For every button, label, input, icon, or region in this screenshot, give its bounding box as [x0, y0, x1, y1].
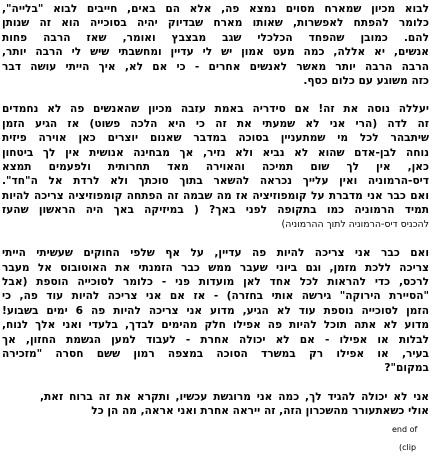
text-line: במקום"? — [384, 362, 429, 375]
text-line: מדוע לא אתה תוכל להיות פה אפילו חלק מהימים לבדך, בלעדי ואני אלך לנוח, — [2, 319, 429, 332]
paragraph-2 — [2, 102, 429, 232]
text-line: בעיר, או אפילו רק במשרד הסוכה במצפה רמון ששם חסרה "מזכירה — [2, 347, 429, 360]
text-line: כזה משוגע עם כלום כסף. — [303, 75, 429, 88]
text-line: צריכה ללכת מזמן, וגם ביוני שעבר ממש כבר הזמנתי את האוטובוס אל מעבר — [2, 261, 429, 274]
text-line: ואם כבר אני צריכה להיות פה עדיין, על אף שלפי החוקים שעשיתי הייתי — [2, 247, 429, 260]
text-line: הזמן לסוכייה נוספת עוד לא הגיע, מדוע אני צריכה להיות פה 6 ימים בשבוע! — [2, 304, 429, 317]
text-line: אולי כשאתעורר מהשכרון הזה, זה ייראה אחרת ואני אראה, מה הן כל — [91, 405, 429, 418]
text-line: כאן, אין לך שום תמיכה והאוירה מאד תחרותית ולפעמים תמצא — [2, 161, 429, 174]
text-line: נוחה לבן-אדם שהוא לא נביא ולא נזיר, אך מבחינה אנושית אין לך ביטחון — [2, 146, 429, 159]
text-line: לרכס, כדי להראות לכל אחד לאן מועדות פני - כלומר לסוכייה הוספת (אבל — [2, 275, 429, 288]
text-line: שיתבהר לכל מי שמתעניין בסוכה במדבר שאנום יוצרים כאן אוירה פיזית — [2, 132, 429, 145]
text-line: להם. כמובן שהפחד הכלכלי שגב מבצבץ ואומר, שאז הרבה פחות — [2, 31, 429, 44]
text-line-parenthetical: להכניס דיס-הרמוניה לתוך ההרמוניה) — [281, 218, 429, 230]
text-line: אנשים, יא אללה, כמה מעט אמון יש לי עדיין ומחשבתי שיש לי הרבה יותר, — [2, 46, 429, 59]
clip-marker: (clip — [399, 443, 417, 452]
end-of-marker: end of — [392, 425, 418, 434]
text-line: זה לדה (הרי אני לא שמעתי את זה כי היא הלכה פשוט) אז הגיע הזמן — [2, 117, 429, 130]
text-line: אני לא יכולה להגיד לך, כמה אני מרוגשת עכשיו, ותקרא את זה ברוח זאת, — [40, 390, 429, 403]
text-line: יעללה נוסה את זה! אם סידריה באמת עזבה מכיון שהאנשים פה לא נחמדים — [2, 103, 429, 116]
text-line: לבלות או אפילו - אם לא יכולה אחרת - לעבוד למען הגשמת החזון, אך — [2, 333, 429, 346]
text-line: לבוא מכיון שמארח מסוים נמצא פה, אלא הם באים, חייבים לבוא "בלייה", — [2, 3, 429, 15]
text-line: הרבה הרבה יותר מאשר לאנשים אחרים - כי אם לא, איך הייתי עושה דבר — [2, 60, 429, 73]
paragraph-3 — [2, 246, 429, 376]
text-line: ואם כבר אני מדברת על קומפוזיציה אז מה שבמה זה הפתחה קומפוזיציה צריכה להיות — [2, 189, 429, 202]
paragraph-4 — [2, 390, 429, 419]
text-line: כלומר להפתח לאפשרות, שאותו מארח שבדיוק יהיה בסוכייה הוא זה שנותן — [2, 17, 429, 30]
text-line: תמיד הרמוניה כמו בתקופה לפני באך? ( במיזיקה באך היה הראשון שהעז — [2, 204, 429, 217]
text-line: דיס-הרמוניה ואין עלייך נכראה להשאר בתוך סוכתך ולא לרדת אל ה"חד". — [2, 175, 429, 188]
text-line: "הסיירת הירוקה" גירשה אותי בחזרה) - אז אם אני צריכה להיות עוד פה, כי — [2, 290, 429, 303]
paragraph-1 — [2, 0, 429, 88]
